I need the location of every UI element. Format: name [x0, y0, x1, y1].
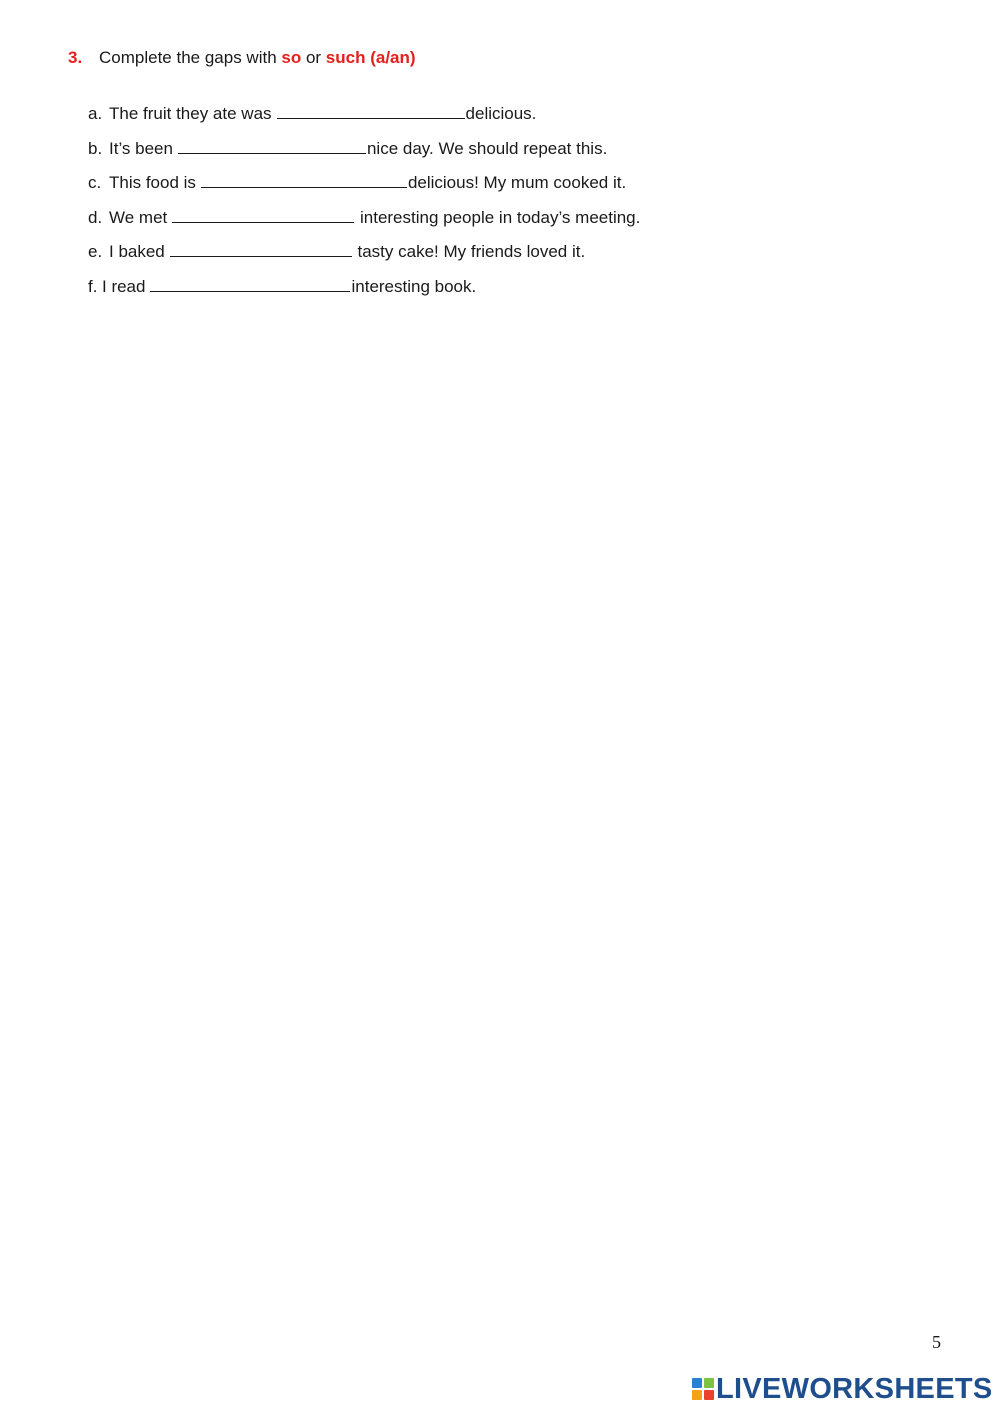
gap-blank-c[interactable] — [201, 186, 407, 188]
exercise-heading — [68, 48, 416, 68]
exercise-item-d — [88, 208, 640, 243]
exercise-item-a — [88, 104, 640, 139]
keyword-such: such (a/an) — [325, 48, 416, 67]
item-letter: c. — [88, 173, 102, 193]
item-letter: b. — [88, 138, 103, 158]
liveworksheets-logo — [692, 1374, 993, 1404]
liveworksheets-logo-icon — [692, 1378, 714, 1400]
item-text-before: It’s been — [109, 138, 173, 158]
item-text-after: interesting book. — [351, 276, 477, 296]
item-letter: e. — [88, 242, 103, 262]
item-text-before: This food is — [109, 173, 196, 193]
item-text-after: delicious! My mum cooked it. — [407, 173, 627, 193]
item-letter: f. — [88, 276, 98, 296]
gap-blank-d[interactable] — [172, 221, 354, 223]
exercise-number: 3. — [68, 48, 83, 67]
keyword-so: so — [281, 48, 302, 67]
exercise-item-b — [88, 139, 640, 174]
exercise-item-f — [88, 277, 640, 312]
item-letter: d. — [88, 207, 103, 227]
item-text-after: interesting people in today’s meeting. — [355, 207, 641, 227]
item-text-after: delicious. — [465, 104, 537, 123]
item-text-before: We met — [109, 207, 168, 227]
item-text-before: The fruit they ate was — [109, 104, 272, 123]
gap-blank-a[interactable] — [277, 117, 465, 119]
page-number: 5 — [932, 1332, 941, 1352]
gap-blank-f[interactable] — [150, 290, 350, 292]
item-text-after: tasty cake! My friends loved it. — [352, 242, 586, 262]
item-text-after: nice day. We should repeat this. — [366, 138, 608, 158]
brand-name: LIVEWORKSHEETS — [716, 1373, 993, 1405]
exercise-item-c — [88, 173, 640, 208]
gap-blank-b[interactable] — [178, 152, 366, 154]
item-letter: a. — [88, 104, 103, 123]
exercise-item-e — [88, 242, 640, 277]
gap-blank-e[interactable] — [170, 255, 352, 257]
exercise-items — [88, 104, 640, 312]
item-text-before: I read — [102, 276, 146, 296]
instruction-connector: or — [301, 48, 326, 67]
item-text-before: I baked — [109, 242, 165, 262]
instruction-text: Complete the gaps with — [99, 48, 282, 67]
